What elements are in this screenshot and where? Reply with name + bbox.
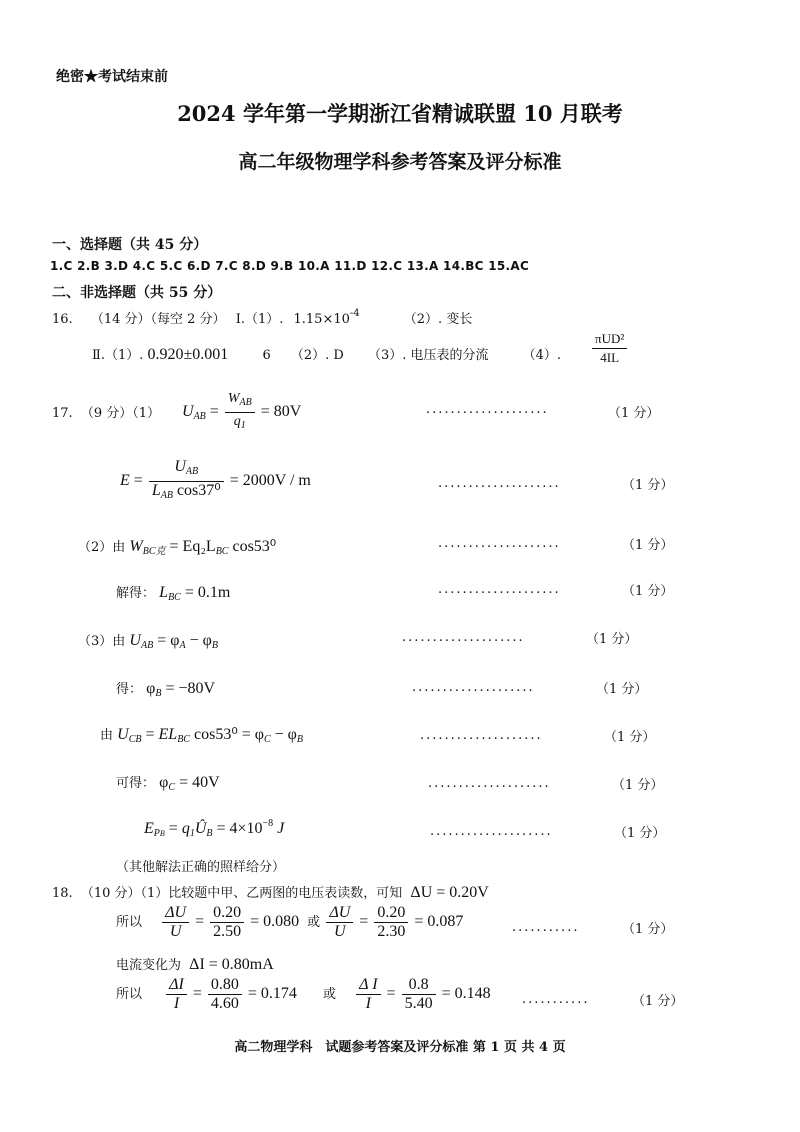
q18-line4: 所以 $\frac{\Delta I}{I}$ = $\frac{0.80}{4.60}$ = 0.174 或 $\frac{\text{Δ I}}{I}$ = $\frac{0.8}{5.40}$ = 0.148 — [116, 976, 491, 1012]
q18-result4: = 0.148 — [441, 985, 491, 1003]
q17-part3-prefix: （3）由 — [78, 634, 126, 649]
q17-part2-formula: = Eq₂L — [169, 538, 216, 555]
q17-eq2-result: = 2000V / m — [229, 472, 311, 490]
choice-answers: 1.C 2.B 3.D 4.C 5.C 6.D 7.C 8.D 9.B 10.A 11.D 12.C 13.A 14.BC 15.AC — [50, 259, 530, 273]
q17-point-9: （1 分） — [614, 826, 666, 841]
q17-line10-result: = 4×10 — [216, 820, 263, 837]
q16-formula-den: 4IL — [600, 350, 620, 365]
q17-point-7: （1 分） — [604, 730, 656, 745]
q17-point-4: （1 分） — [622, 584, 674, 599]
q18-frac3-num: 0.80 — [208, 976, 242, 995]
q17-eq1-result: = 80V — [260, 403, 302, 421]
q17-part2-prefix: （2）由 — [78, 540, 126, 555]
q16-line2 — [92, 344, 561, 364]
q16-part1-answer2: （2）. 变长 — [403, 312, 473, 327]
q16-part2-answer2: （2）. D — [290, 348, 344, 363]
q16-part1-mantissa: 1.15×10 — [293, 312, 350, 327]
q17-dots-3: .................... — [438, 536, 561, 551]
page-footer: 高二物理学科 试题参考答案及评分标准 第 1 页 共 4 页 — [234, 1040, 566, 1055]
q17-point-5: （1 分） — [586, 632, 638, 647]
q17-label: 17. — [52, 406, 73, 421]
q17-dots-2: .................... — [438, 476, 561, 491]
q17-solve-prefix: 解得： — [116, 586, 156, 601]
q18-frac3-den: 4.60 — [210, 995, 239, 1012]
q18-line2: 所以 $\frac{\Delta U}{U}$ = $\frac{0.20}{2.50}$ = 0.080 或 $\frac{\Delta U}{U}$ = $\frac{0.20}{2.30}$ = 0.087 — [116, 904, 464, 940]
page-title: 2024 学年第一学期浙江省精诚联盟 10 月联考 — [177, 101, 623, 126]
q16-formula — [590, 330, 629, 367]
q17-part2: （2）由 $W_{BC克} = Eq_2L_{BC}$ cos53⁰ — [78, 538, 277, 557]
q17-dots-8: .................... — [428, 776, 551, 791]
q17-dots-9: .................... — [430, 824, 553, 839]
q17-line10-exp: −8 — [262, 818, 274, 829]
q18-point-1: （1 分） — [622, 922, 674, 937]
q18-result2: = 0.087 — [414, 913, 464, 931]
q17-line8-formula: cos53⁰ = φ — [193, 726, 264, 743]
q18-frac1-num: 0.20 — [210, 904, 244, 923]
q16-part1-prefix: Ⅰ.（1）. — [235, 312, 284, 327]
q18-dots-1: ........... — [512, 920, 580, 935]
q16-line1 — [52, 308, 472, 327]
q17-dots-1: .................... — [426, 402, 549, 417]
q17-can: 可得： $\varphi_C = 40V$ — [116, 774, 220, 793]
q17-solve: 解得： $L_{BC} = 0.1m$ — [116, 584, 231, 603]
q17-point-2: （1 分） — [622, 478, 674, 493]
q17-dots-6: .................... — [412, 680, 535, 695]
q18-result3: = 0.174 — [247, 985, 297, 1003]
q18-frac4-den: 5.40 — [404, 995, 433, 1012]
q17-point-1: （1 分） — [608, 406, 660, 421]
q16-part1-value — [293, 308, 360, 327]
q18-frac2-den: 2.30 — [377, 923, 406, 940]
q18-line1 — [52, 882, 489, 902]
q18-frac4-num: 0.8 — [402, 976, 436, 995]
q18-dots-2: ........... — [522, 992, 590, 1007]
section-choice-heading: 一、选择题（共 45 分） — [52, 237, 208, 253]
q17-line8: 由 $U_{CB} = EL_{BC}$ $\cos 53^0 = \varphi_C - \varphi_B$ — [100, 726, 304, 745]
q17-can-result: = 40V — [179, 774, 220, 791]
section-nonchoice-heading: 二、非选择题（共 55 分） — [52, 285, 222, 301]
q18-or-label-1: 或 — [307, 915, 321, 931]
q18-or-label-2: 或 — [322, 987, 336, 1003]
q17-get-result: = −80V — [165, 680, 216, 697]
q17-get: 得： $\varphi_B = -80V$ — [116, 680, 216, 699]
q17-line1-label — [52, 402, 160, 421]
q18-so-label-2: 所以 — [116, 987, 143, 1003]
q17-eq2-den: cos37⁰ — [176, 482, 221, 499]
q17-dots-5: .................... — [402, 630, 525, 645]
q17-part2-tail: cos53⁰ — [232, 538, 277, 555]
q17-line10-unit: J — [273, 820, 285, 837]
q17-solve-result: = 0.1m — [184, 584, 231, 601]
q17-part3-formula: = φ — [157, 632, 180, 649]
page-subtitle: 高二年级物理学科参考答案及评分标准 — [238, 151, 562, 173]
q17-note: （其他解法正确的照样给分） — [116, 860, 286, 875]
q17-eq1: $U_{AB}$ = $\frac{W_{AB}}{q_1}$ = 80V — [182, 391, 302, 431]
q17-get-prefix: 得： — [116, 682, 143, 697]
q18-result1: = 0.080 — [250, 913, 300, 931]
q18-label: 18. — [52, 886, 73, 901]
q16-part1-exp: -4 — [349, 308, 360, 319]
q16-part2-answer3: （3）. 电压表的分流 — [367, 348, 489, 363]
q18-frac1-den: 2.50 — [213, 923, 242, 940]
q18-frac2-num: 0.20 — [374, 904, 408, 923]
q18-current-change: 电流变化为 — [116, 958, 182, 973]
q18-score-info: （10 分）（1）比较题中甲、乙两图的电压表读数，可知 — [80, 886, 403, 901]
q17-can-prefix: 可得： — [116, 776, 156, 791]
confidential-label: 绝密★考试结束前 — [56, 69, 168, 85]
q17-eq2: E = $\frac{U_{AB}}{L_{AB} \cos 37^0}$ = 2000V / m — [120, 458, 311, 501]
q17-dots-4: .................... — [438, 582, 561, 597]
q16-part2-extra: 6 — [262, 348, 271, 363]
q16-score-info: （14 分）（每空 2 分） — [90, 312, 226, 327]
q17-point-3: （1 分） — [622, 538, 674, 553]
q16-part2-prefix: Ⅱ.（1）. — [92, 348, 144, 363]
q17-point-8: （1 分） — [612, 778, 664, 793]
q17-line10: $E_{PB}$ = $q_1Û_B = 4\times 10^{-8}$ J — [144, 818, 285, 839]
q18-delta-i: ΔI = 0.80mA — [189, 956, 274, 973]
q17-dots-7: .................... — [420, 728, 543, 743]
q18-delta-u: ΔU = 0.20V — [410, 884, 489, 901]
q17-part3: （3）由 $U_{AB} = \varphi_A - \varphi_B$ — [78, 632, 218, 651]
q16-label: 16. — [52, 312, 73, 327]
q16-part2-answer4-prefix: （4）. — [522, 348, 562, 363]
q16-part2-value: 0.920±0.001 — [147, 346, 229, 363]
q18-so-label-1: 所以 — [116, 915, 143, 931]
q17-score-info: （9 分）（1） — [80, 406, 161, 421]
q18-line3 — [116, 954, 274, 974]
q17-point-6: （1 分） — [596, 682, 648, 697]
q18-point-2: （1 分） — [632, 994, 684, 1009]
q17-line8-prefix: 由 — [100, 728, 114, 743]
q16-formula-num: πUD² — [592, 330, 627, 349]
